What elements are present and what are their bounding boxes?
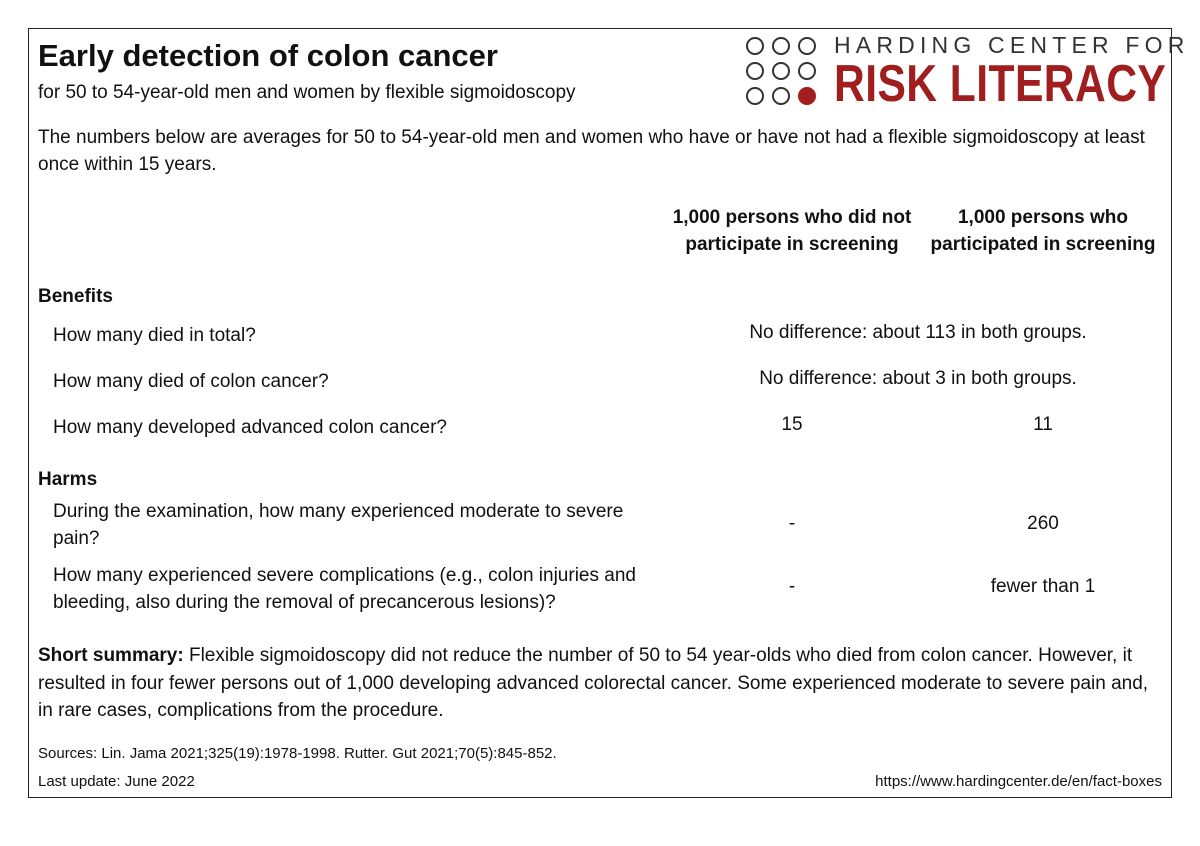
harm-value-complications-screening: fewer than 1 [990,576,1096,597]
page-title: Early detection of colon cancer [38,38,498,73]
harm-question-complications: How many experienced severe complications (e.g., colon injuries and bleeding, also during the removal of precancerous lesions)? [53,565,636,613]
harm-value-pain-screening: 260 [1027,513,1059,534]
column-header-no-screening: 1,000 persons who did not participate in screening [672,207,912,255]
last-update: Last update: June 2022 [38,773,195,790]
logo-dots-icon [746,34,830,110]
logo-line-1: HARDING CENTER FOR [834,32,1190,58]
section-heading-harms: Harms [38,469,98,490]
page-subtitle: for 50 to 54-year-old men and women by flexible sigmoidoscopy [38,82,576,103]
benefit-value-colon-deaths: No difference: about 3 in both groups. [759,368,1077,389]
benefit-question-advanced-cancer: How many developed advanced colon cancer? [53,417,447,438]
summary-text: Flexible sigmoidoscopy did not reduce the number of 50 to 54 year-olds who died from colon cancer. However, it resulted in four fewer persons out of 1,000 developing advanced colorectal cancer. Some experienced moderate to severe pain and, in rare cases, complications from the procedure. [38,645,1149,721]
harding-center-logo [746,32,1190,113]
benefit-question-colon-deaths: How many died of colon cancer? [53,371,329,392]
summary-label: Short summary: [38,645,184,666]
section-heading-benefits: Benefits [38,286,113,307]
short-summary [38,642,1168,725]
harm-value-complications-no-screening: - [788,576,796,597]
benefit-value-total-deaths: No difference: about 113 in both groups. [749,322,1087,343]
fact-box-url: https://www.hardingcenter.de/en/fact-boxes [875,773,1162,790]
harm-value-pain-no-screening: - [788,513,796,534]
harm-question-pain: During the examination, how many experienced moderate to severe pain? [53,501,624,549]
benefit-value-advanced-no-screening: 15 [781,414,803,435]
benefit-question-total-deaths: How many died in total? [53,325,256,346]
sources: Sources: Lin. Jama 2021;325(19):1978-1998. Rutter. Gut 2021;70(5):845-852. [38,745,557,762]
benefit-value-advanced-screening: 11 [1033,414,1053,435]
column-header-screening: 1,000 persons who participated in screening [930,207,1156,255]
logo-line-2: RISK LITERACY [834,55,1167,113]
intro-text: The numbers below are averages for 50 to 54-year-old men and women who have or have not had a flexible sigmoidoscopy at least once within 15 years. [38,127,1145,175]
